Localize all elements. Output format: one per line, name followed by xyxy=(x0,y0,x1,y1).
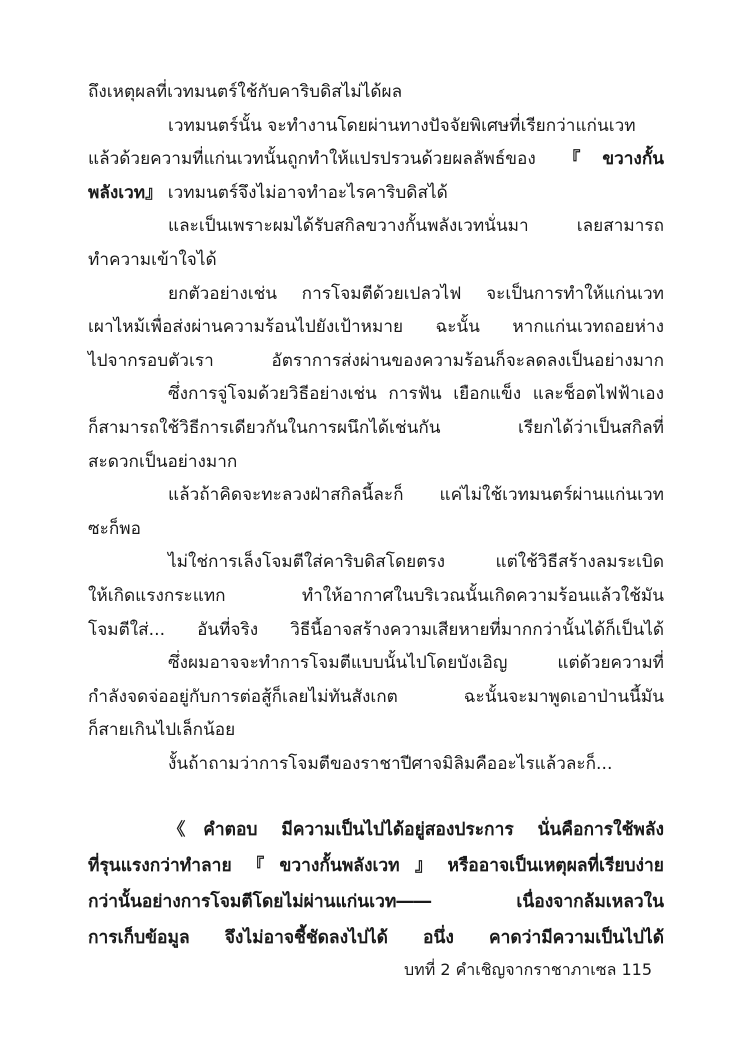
text-line: ก็สายเกินไปเล็กน้อย xyxy=(88,720,236,741)
text-line: เผาไหม้เพื่อส่งผ่านความร้อนไปยังเป้าหมาย ฉะนั้น หากแก่นเวทถอยห่าง xyxy=(88,317,664,338)
text-line: ไม่ใช่การเล็งโจมตีใส่คาริบดิสโดยตรง แต่ใช้วิธีสร้างลมระเบิด xyxy=(168,552,664,573)
text-line: ทำความเข้าใจได้ xyxy=(88,249,217,270)
text-line: งั้นถ้าถามว่าการโจมตีของราชาปีศาจมิลิมคืออะไรแล้วละก็... xyxy=(168,753,613,774)
text-run: เวทมนตร์จึงไม่อาจทำอะไรคาริบดิสได้ xyxy=(162,182,448,203)
text-line: ก็สามารถใช้วิธีการเดียวกันในการผนึกได้เช่นกัน เรียกได้ว่าเป็นสกิลที่ xyxy=(88,417,664,438)
system-voice-quote xyxy=(88,812,664,956)
skill-name: 『ขวางกั้น xyxy=(563,149,664,170)
text-line: ซึ่งผมอาจจะทำการโจมตีแบบนั้นไปโดยบังเอิญ แต่ด้วยความที่ xyxy=(168,653,664,674)
text-line: เวทมนตร์นั้น จะทำงานโดยผ่านทางปัจจัยพิเศษที่เรียกว่าแก่นเวท xyxy=(168,115,636,136)
text-line: ไปจากรอบตัวเรา อัตราการส่งผ่านของความร้อนก็จะลดลงเป็นอย่างมาก xyxy=(88,350,664,371)
text-line xyxy=(88,143,664,177)
text-line: กำลังจดจ่ออยู่กับการต่อสู้ก็เลยไม่ทันสังเกต ฉะนั้นจะมาพูดเอาป่านนี้มัน xyxy=(88,686,664,707)
text-line: และเป็นเพราะผมได้รับสกิลขวางกั้นพลังเวทนั่นมา เลยสามารถ xyxy=(168,216,664,237)
quote-line: กว่านั้นอย่างการโจมตีโดยไม่ผ่านแก่นเวท―― เนื่องจากล้มเหลวใน xyxy=(88,892,664,912)
quote-line: การเก็บข้อมูล จึงไม่อาจชี้ชัดลงไปได้ อนึ่ง คาดว่ามีความเป็นไปได้ xyxy=(88,928,664,948)
quote-line: 《คำตอบ มีความเป็นไปได้อยู่สองประการ นั่นคือการใช้พลัง xyxy=(168,820,664,840)
text-line: ซึ่งการจู่โจมด้วยวิธีอย่างเช่น การฟัน เยือกแข็ง และช็อตไฟฟ้าเอง xyxy=(168,384,664,405)
text-line: ซะก็พอ xyxy=(88,518,141,539)
text-line: สะดวกเป็นอย่างมาก xyxy=(88,451,238,472)
text-line xyxy=(88,177,664,211)
quote-line: ที่รุนแรงกว่าทำลาย『ขวางกั้นพลังเวท』หรืออาจเป็นเหตุผลที่เรียบง่าย xyxy=(88,856,664,876)
text-run: แล้วด้วยความที่แก่นเวทนั้นถูกทำให้แปรปรวนด้วยผลลัพธ์ของ xyxy=(88,149,564,170)
text-line: โจมตีใส่... อันที่จริง วิธีนี้อาจสร้างความเสียหายที่มากกว่านั้นได้ก็เป็นได้ xyxy=(88,619,664,640)
text-line: ถึงเหตุผลที่เวทมนตร์ใช้กับคาริบดิสไม่ได้ผล xyxy=(88,82,403,102)
text-line: แล้วถ้าคิดจะทะลวงฝ่าสกิลนี้ละก็ แค่ไม่ใช้เวทมนตร์ผ่านแก่นเวท xyxy=(168,485,664,506)
text-line: ให้เกิดแรงกระแทก ทำให้อากาศในบริเวณนั้นเกิดความร้อนแล้วใช้มัน xyxy=(88,585,664,606)
text-line: ยกตัวอย่างเช่น การโจมตีด้วยเปลวไฟ จะเป็นการทำให้แก่นเวท xyxy=(168,283,664,304)
body-text xyxy=(88,76,664,781)
page-footer: บทที่ 2 คำเชิญจากราชาภาเซล 115 xyxy=(403,960,652,979)
skill-name: พลังเวท』 xyxy=(88,182,163,203)
